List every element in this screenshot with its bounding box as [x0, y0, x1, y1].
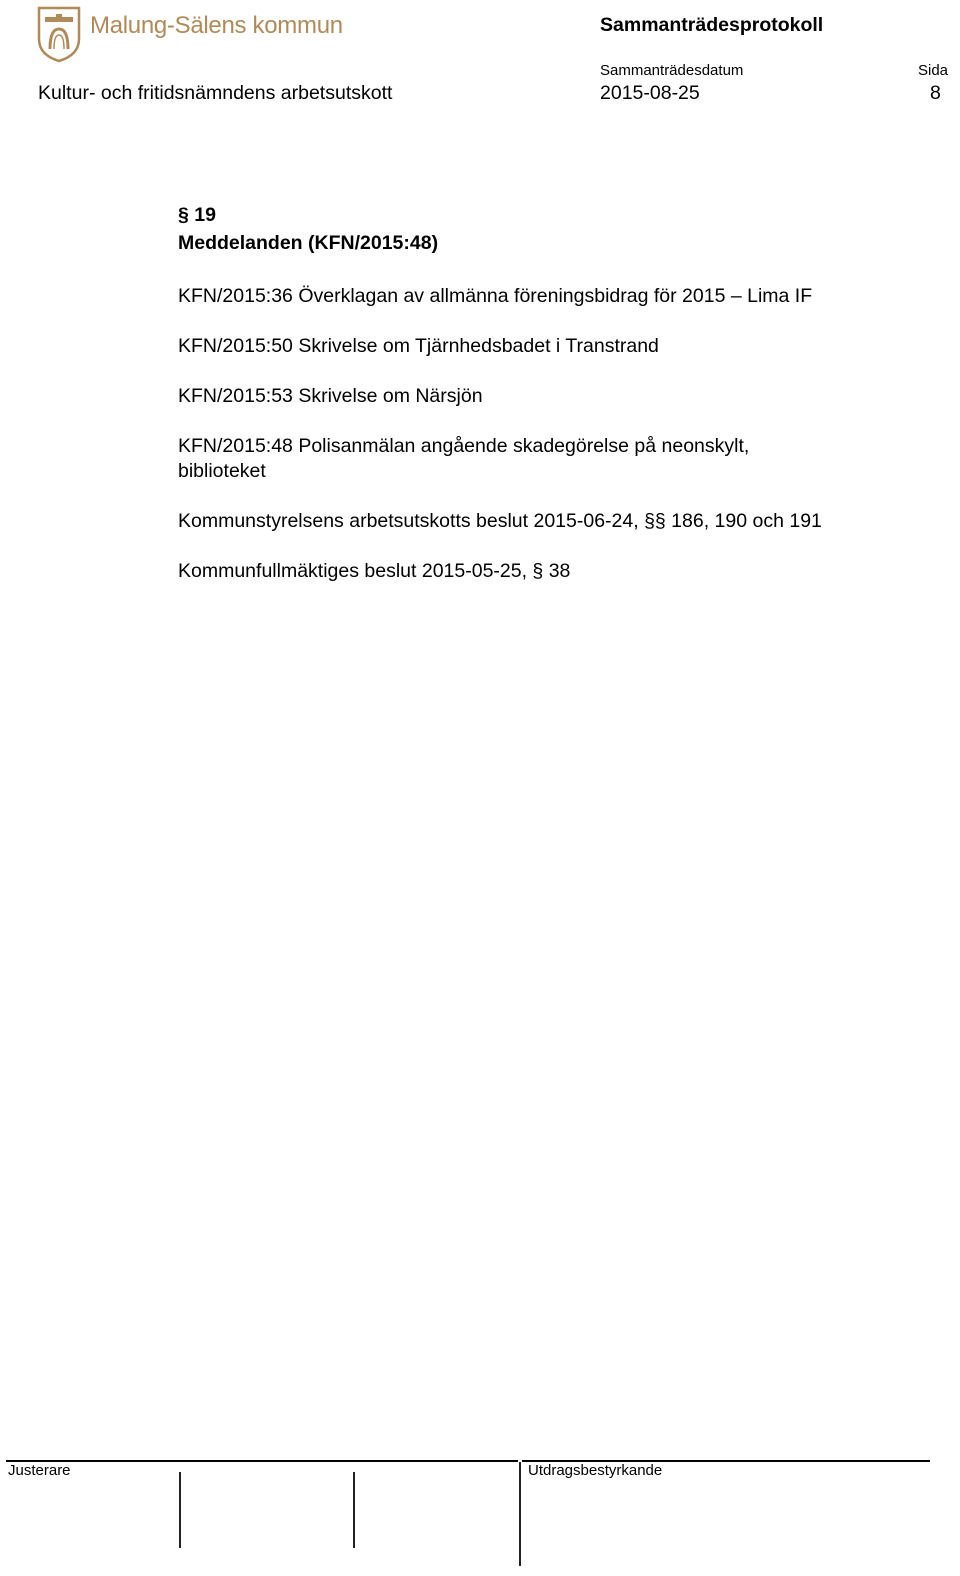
list-item: Kommunstyrelsens arbetsutskotts beslut 2015-06-24, §§ 186, 190 och 191: [178, 510, 822, 532]
list-item: KFN/2015:50 Skrivelse om Tjärnhedsbadet i Transtrand: [178, 335, 659, 357]
list-item: KFN/2015:36 Överklagan av allmänna föreningsbidrag för 2015 – Lima IF: [178, 285, 813, 307]
justerare-label: Justerare: [8, 1462, 71, 1479]
date-label: Sammanträdesdatum: [600, 62, 744, 79]
footer-rule-left: [6, 1460, 518, 1462]
document-type: Sammanträdesprotokoll: [600, 14, 824, 36]
list-item: KFN/2015:53 Skrivelse om Närsjön: [178, 385, 483, 407]
section-title: Meddelanden (KFN/2015:48): [178, 232, 439, 254]
list-item: Kommunfullmäktiges beslut 2015-05-25, § 38: [178, 560, 571, 582]
org-name: Malung-Sälens kommun: [90, 12, 343, 39]
municipality-logo: [36, 5, 82, 63]
page-number: 8: [930, 82, 941, 104]
meeting-date: 2015-08-25: [600, 82, 700, 104]
utdragsbestyrkande-label: Utdragsbestyrkande: [528, 1462, 663, 1479]
signature-box-divider: [179, 1472, 181, 1548]
signature-box-divider: [353, 1472, 355, 1548]
list-item: KFN/2015:48 Polisanmälan angående skadegörelse på neonskylt, biblioteket: [178, 435, 750, 482]
page-label: Sida: [918, 62, 949, 79]
section-number: § 19: [178, 204, 216, 226]
signature-box-divider: [519, 1462, 521, 1566]
committee-name: Kultur- och fritidsnämndens arbetsutskott: [38, 82, 393, 104]
